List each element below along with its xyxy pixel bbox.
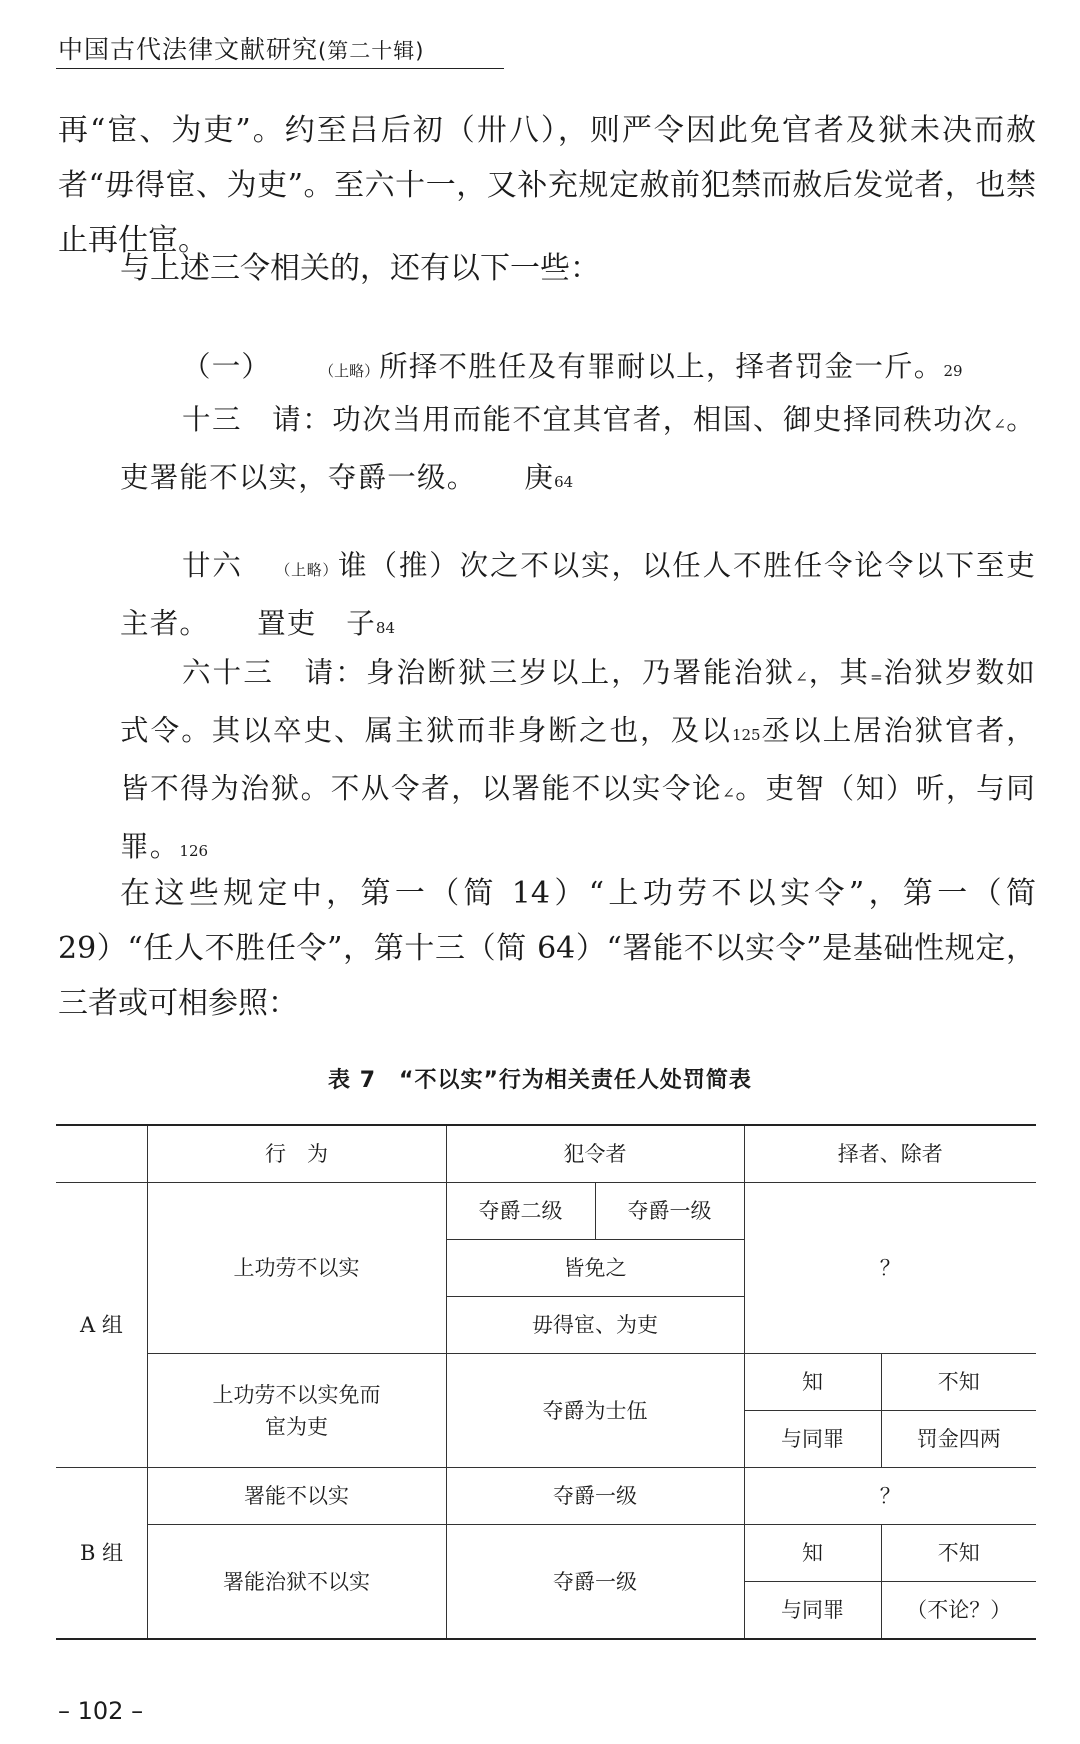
group-b-not-know-penalty: （不论？） <box>881 1582 1036 1640</box>
quote-2 <box>120 393 1036 509</box>
quote-4-text-d: 丞以上居治狱官者，皆不得为治狱。不从令者，以署能不以实令论 <box>120 714 1036 805</box>
table-header-row <box>56 1125 1036 1183</box>
quote-3-text: 谁（推）次之不以实，以任人不胜任令论令以下至吏主者。 <box>120 549 1036 640</box>
table-caption: 表 7 “不以实”行为相关责任人处罚简表 <box>328 1068 752 1093</box>
quote-1 <box>120 340 1036 398</box>
quote-4-text-a: 身治断狱三岁以上，乃署能治狱 <box>365 656 796 689</box>
quote-4-text-e: 。吏智（知）听，与同罪。 <box>120 772 1036 863</box>
quote-4-slip-number: 126 <box>179 842 209 860</box>
quote-1-note: （上略） <box>319 362 380 380</box>
group-b-selector-unknown: ？ <box>744 1468 1036 1525</box>
quote-3-code: 置吏 子 <box>257 607 376 640</box>
quote-2-text-b: 。吏署能不以实，夺爵一级。 <box>120 403 1036 494</box>
group-a-penalty-ban: 毋得宦、为吏 <box>446 1297 744 1354</box>
quote-4-lead: 六十三 请： <box>182 656 366 689</box>
quote-4-mark-a: ∠ <box>795 668 808 686</box>
quote-4-text-b: ，其 <box>807 656 871 689</box>
group-a-penalty-demote: 夺爵为士伍 <box>446 1354 744 1468</box>
quote-1-text: 所择不胜任及有罪耐以上，择者罚金一斤。 <box>379 350 944 383</box>
quote-4-mark-c: ∠ <box>722 784 735 802</box>
table-row <box>56 1354 1036 1411</box>
group-b-know: 知 <box>744 1525 881 1582</box>
paragraph-2: 与上述三令相关的，还有以下一些： <box>120 251 600 286</box>
header-blank-cell <box>56 1125 147 1183</box>
running-head-volume: (第二十辑) <box>318 39 425 63</box>
paragraph-3: 在这些规定中，第一（简 14）“上功劳不以实令”，第一（简 29）“任人不胜任令”，第十三（简 64）“署能不以实令”是基础性规定，三者或可相参照： <box>58 876 1036 1021</box>
page-number: – 102 – <box>58 1697 144 1725</box>
group-a-know: 知 <box>744 1354 881 1411</box>
header-offender: 犯令者 <box>446 1125 744 1183</box>
group-a-penalty-b: 夺爵一级 <box>595 1183 744 1240</box>
quote-4-slip-number-a: 125 <box>731 726 761 744</box>
group-b-know-penalty: 与同罪 <box>744 1582 881 1640</box>
group-a-label: A 组 <box>56 1183 147 1468</box>
quote-4-mark-b: = <box>870 668 883 686</box>
group-a-behavior-1: 上功劳不以实 <box>147 1183 446 1354</box>
quote-1-lead: （一） <box>182 350 272 383</box>
group-a-penalty-dismiss: 皆免之 <box>446 1240 744 1297</box>
quote-2-code: 庚 <box>524 461 555 494</box>
group-b-behavior-2: 署能治狱不以实 <box>147 1525 446 1640</box>
quote-4-text-c: 治狱岁数如式令。其以卒史、属主狱而非身断之也，及以 <box>120 656 1036 747</box>
group-b-penalty-1: 夺爵一级 <box>446 1468 744 1525</box>
quote-3-note: （上略） <box>274 561 339 579</box>
quote-3-slip-number: 84 <box>375 619 396 637</box>
group-a-penalty-a: 夺爵二级 <box>446 1183 595 1240</box>
paragraph-1: 再“宦、为吏”。约至吕后初（卅八），则严令因此免官者及狱未决而赦者“毋得宦、为吏”。至六十一，又补充规定赦前犯禁而赦后发觉者，也禁止再仕宦。 <box>58 113 1036 258</box>
table-row <box>56 1468 1036 1525</box>
quote-2-slip-number: 64 <box>554 473 574 491</box>
group-b-penalty-2: 夺爵一级 <box>446 1525 744 1640</box>
group-b-label: B 组 <box>56 1468 147 1640</box>
table-row <box>56 1525 1036 1582</box>
quote-3 <box>120 539 1036 655</box>
quote-1-slip-number: 29 <box>943 362 963 380</box>
quote-2-text-a: 功次当用而能不宜其官者，相国、御史择同秩功次 <box>332 403 994 436</box>
group-a-not-know: 不知 <box>881 1354 1036 1411</box>
quote-2-mark: ∠ <box>993 415 1006 433</box>
quote-3-lead: 廿六 <box>182 549 243 582</box>
header-behavior: 行 为 <box>147 1125 446 1183</box>
running-head <box>58 30 424 66</box>
quote-4 <box>120 646 1036 878</box>
group-a-know-penalty: 与同罪 <box>744 1411 881 1468</box>
table-row <box>56 1183 1036 1240</box>
running-head-title: 中国古代法律文献研究 <box>58 35 319 64</box>
penalty-table <box>56 1124 1036 1640</box>
group-b-behavior-1: 署能不以实 <box>147 1468 446 1525</box>
running-head-rule <box>56 68 504 69</box>
group-a-not-know-penalty: 罚金四两 <box>881 1411 1036 1468</box>
header-selector: 择者、除者 <box>744 1125 1036 1183</box>
group-b-not-know: 不知 <box>881 1525 1036 1582</box>
group-a-behavior-2: 上功劳不以实免而宦为吏 <box>147 1354 446 1468</box>
quote-2-lead: 十三 请： <box>182 403 333 436</box>
group-a-selector-unknown: ？ <box>744 1183 1036 1354</box>
